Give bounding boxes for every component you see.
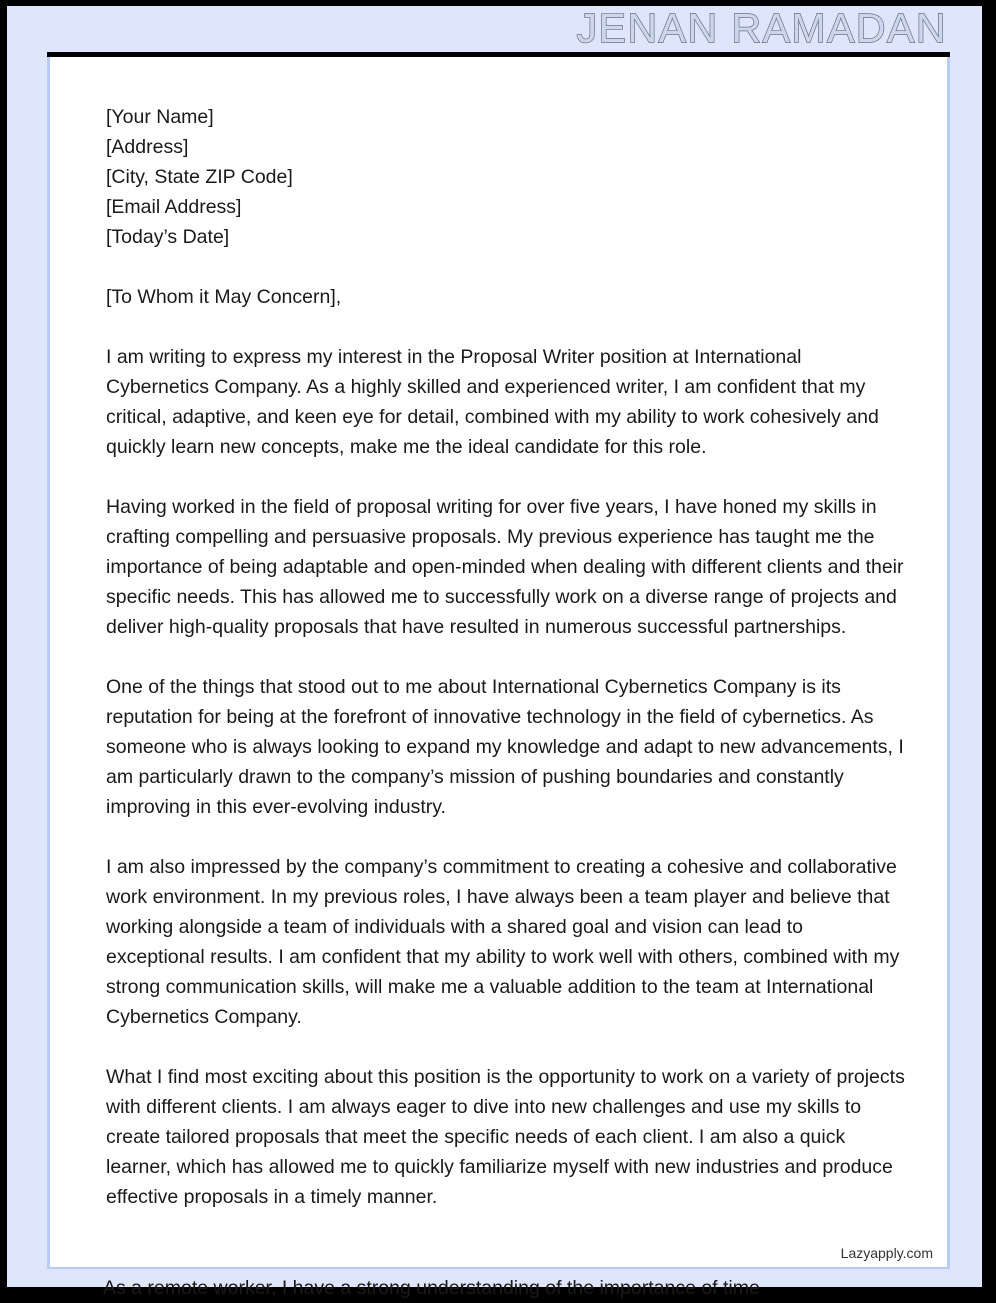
sender-address-block [106,102,906,252]
salutation: [To Whom it May Concern], [106,286,342,308]
page-title: JENAN RAMADAN [576,5,947,51]
watermark-lazyapply: Lazyapply.com [840,1245,933,1261]
letter-body [106,102,906,1242]
address-line-date: [Today’s Date] [106,226,230,248]
letter-paragraph-5: What I find most exciting about this position is the opportunity to work on a variety of projects with different clients. I am always eager to dive into new challenges and use my skills to create tailored proposals that meet the specific needs of each client. I am also a quick learner, which has allowed me to quickly familiarize myself with new industries and produce effective proposals in a timely manner. [106,1066,905,1208]
letter-paragraph-4: I am also impressed by the company’s commitment to creating a cohesive and collaborative work environment. In my previous roles, I have always been a team player and believe that working alongside a team of individuals with a shared goal and vision can lead to exceptional results. I am confident that my ability to work well with others, combined with my strong communication skills, will make me a valuable addition to the team at International Cybernetics Company. [106,856,900,1028]
document-header [7,6,982,54]
address-line-email: [Email Address] [106,196,242,218]
address-line-name: [Your Name] [106,106,214,128]
letter-paragraph-1: I am writing to express my interest in the Proposal Writer position at International Cybernetics Company. As a highly skilled and experienced writer, I am confident that my critical, adaptive, and keen eye for detail, combined with my ability to work cohesively and quickly learn new concepts, make me the ideal candidate for this role. [106,346,879,458]
letter-paragraph-2: Having worked in the field of proposal writing for over five years, I have honed my skills in crafting compelling and persuasive proposals. My previous experience has taught me the importance of being adaptable and open-minded when dealing with different clients and their specific needs. This has allowed me to successfully work on a diverse range of projects and deliver high-quality proposals that have resulted in numerous successful partnerships. [106,496,904,638]
letter-paragraph-3: One of the things that stood out to me about International Cybernetics Company is its reputation for being at the forefront of innovative technology in the field of cybernetics. As someone who is always looking to expand my knowledge and adapt to new advancements, I am particularly drawn to the company’s mission of pushing boundaries and constantly improving in this ever-evolving industry. [106,676,904,818]
letter-continued-line: As a remote worker, I have a strong understanding of the importance of time [103,1277,760,1299]
document-canvas [7,5,982,1299]
address-line-street: [Address] [106,136,189,158]
letter-page [47,57,950,1269]
address-line-city-state-zip: [City, State ZIP Code] [106,166,293,188]
